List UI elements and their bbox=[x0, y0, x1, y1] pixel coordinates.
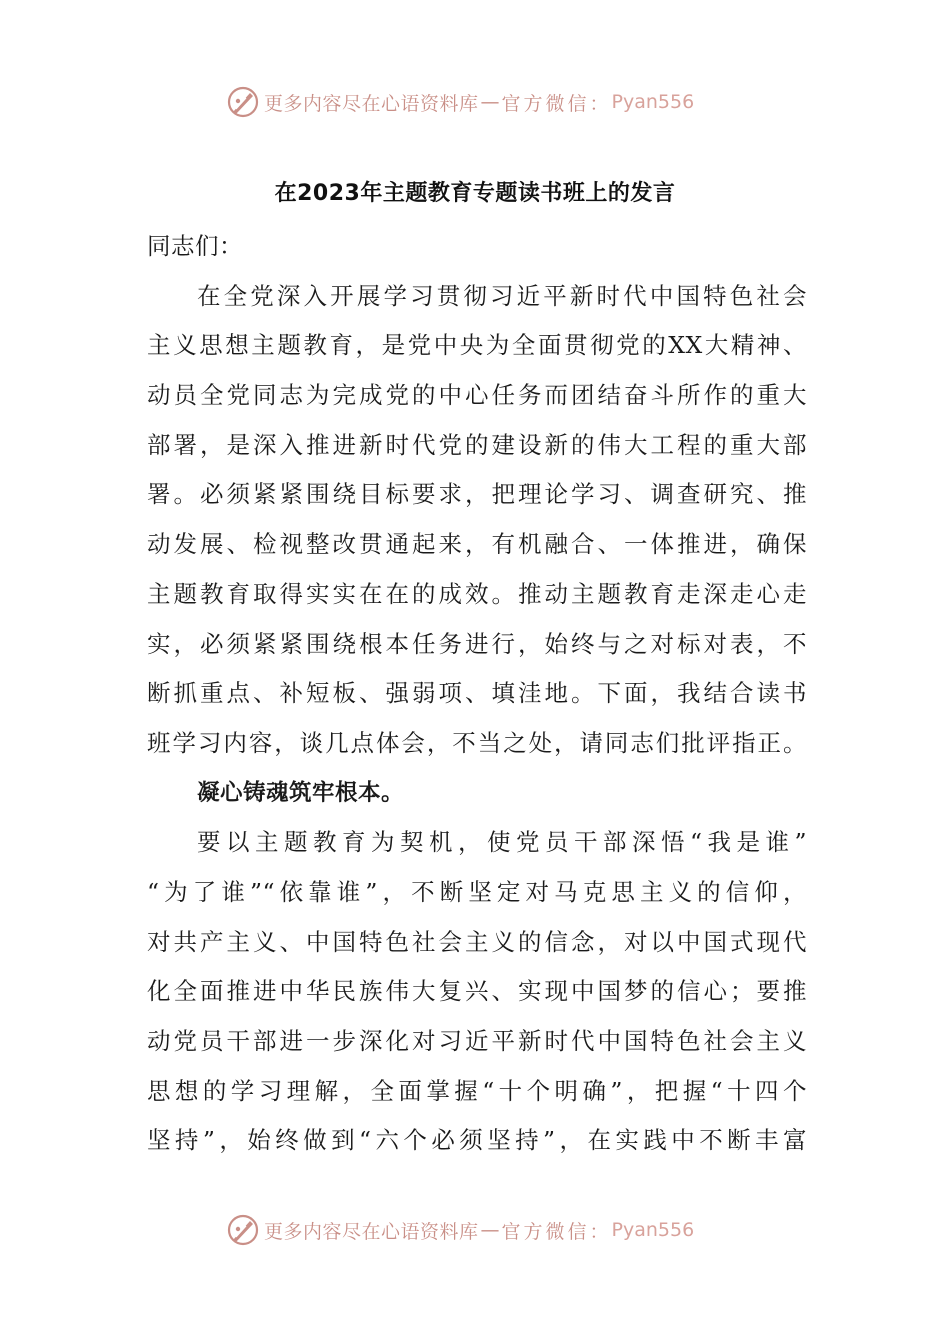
paragraph-line: 思想的学习理解，全面掌握“十个明确”，把握“十四个 bbox=[147, 1076, 807, 1105]
paragraph-line: 主义思想主题教育，是党中央为全面贯彻党的XX大精神、 bbox=[147, 331, 807, 360]
paragraph-section-1 bbox=[147, 818, 807, 1166]
paragraph-line: 对共产主义、中国特色社会主义的信念，对以中国式现代 bbox=[147, 927, 807, 956]
watermark-slogan: 更多内容尽在心语资料库 bbox=[264, 1220, 479, 1243]
quill-circle-logo-icon bbox=[226, 1213, 260, 1247]
document-body bbox=[147, 222, 807, 1166]
watermark-wechat-label: 官方微信： bbox=[501, 92, 612, 115]
paragraph-line: 动员全党同志为完成党的中心任务而团结奋斗所作的重大 bbox=[147, 381, 807, 410]
footer-watermark bbox=[226, 1210, 726, 1250]
watermark-slogan: 更多内容尽在心语资料库 bbox=[264, 92, 479, 115]
watermark-dash: — bbox=[480, 91, 500, 113]
paragraph-line: 实，必须紧紧围绕根本任务进行，始终与之对标对表，不 bbox=[147, 629, 807, 658]
watermark-wechat-id: Pyan556 bbox=[611, 91, 695, 113]
paragraph-line: 断抓重点、补短板、强弱项、填洼地。下面，我结合读书 bbox=[147, 679, 807, 708]
paragraph-line: 化全面推进中华民族伟大复兴、实现中国梦的信心；要推 bbox=[147, 977, 807, 1006]
paragraph-line: 要以主题教育为契机，使党员干部深悟“我是谁” bbox=[197, 828, 807, 857]
watermark-dash: — bbox=[480, 1219, 500, 1241]
section-heading: 凝心铸魂筑牢根本。 bbox=[197, 779, 405, 806]
watermark-wechat-label: 官方微信： bbox=[501, 1220, 612, 1243]
paragraph-intro bbox=[147, 272, 807, 769]
paragraph-line: 动党员干部进一步深化对习近平新时代中国特色社会主义 bbox=[147, 1027, 807, 1055]
watermark-wechat-id: Pyan556 bbox=[611, 1219, 695, 1241]
quill-circle-logo-icon bbox=[226, 85, 260, 119]
paragraph-line: 部署，是深入推进新时代党的建设新的伟大工程的重大部 bbox=[147, 430, 807, 459]
document-title: 在2023年主题教育专题读书班上的发言 bbox=[274, 181, 676, 206]
paragraph-line: 坚持”，始终做到“六个必须坚持”，在实践中不断丰富 bbox=[147, 1126, 807, 1155]
header-watermark bbox=[226, 82, 726, 122]
paragraph-line: 动发展、检视整改贯通起来，有机融合、一体推进，确保 bbox=[147, 530, 807, 559]
salutation: 同志们： bbox=[147, 232, 243, 260]
paragraph-line: “为了谁”“依靠谁”，不断坚定对马克思主义的信仰， bbox=[147, 877, 807, 906]
paragraph-line: 在全党深入开展学习贯彻习近平新时代中国特色社会 bbox=[197, 281, 807, 310]
paragraph-line: 署。必须紧紧围绕目标要求，把理论学习、调查研究、推 bbox=[147, 480, 807, 509]
paragraph-line: 班学习内容，谈几点体会，不当之处，请同志们批评指正。 bbox=[147, 728, 807, 757]
paragraph-line: 主题教育取得实实在在的成效。推动主题教育走深走心走 bbox=[147, 579, 807, 608]
